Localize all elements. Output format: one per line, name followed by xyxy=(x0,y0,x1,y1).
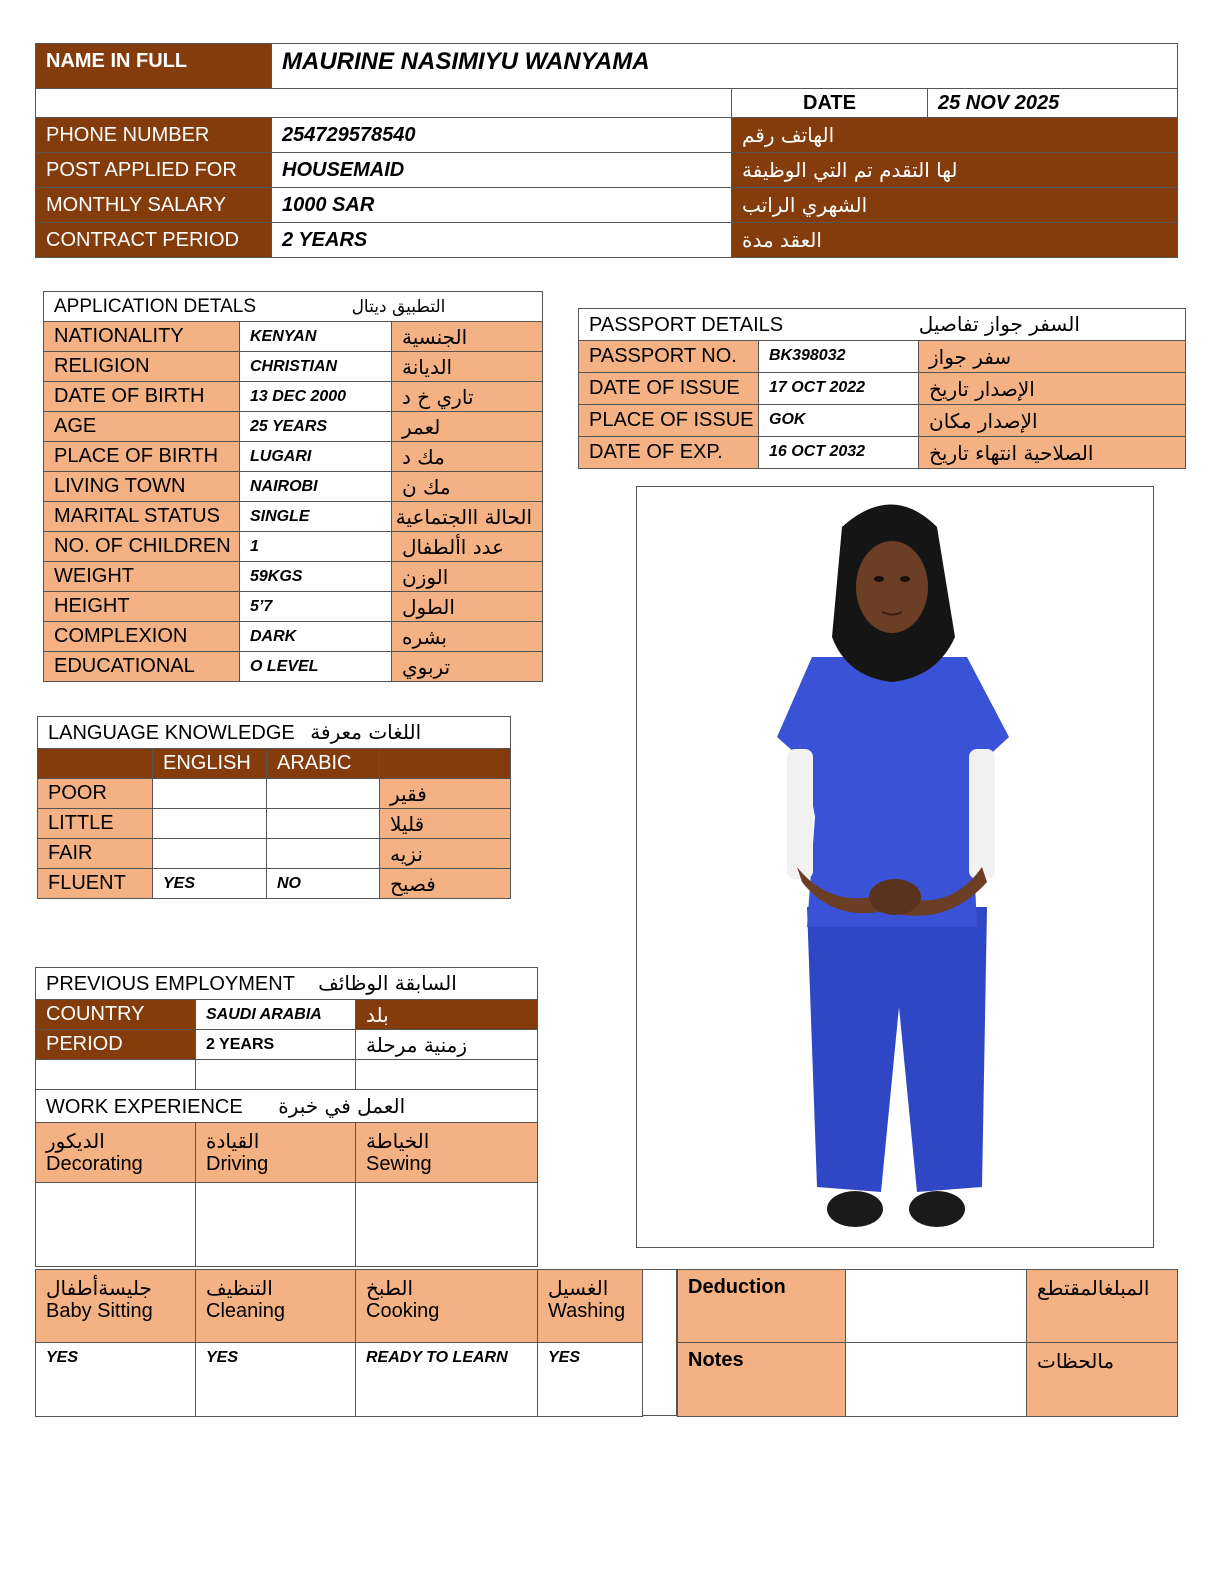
row-value: 1 xyxy=(240,532,392,562)
name-label: NAME IN FULL xyxy=(36,44,272,89)
post-value: HOUSEMAID xyxy=(272,153,732,188)
washing-value: YES xyxy=(538,1343,643,1417)
row-arabic: فصيح xyxy=(380,869,511,899)
row-value: 59KGS xyxy=(240,562,392,592)
row-arabic: الإصدار مكان xyxy=(919,405,1186,437)
row-label: PLACE OF BIRTH xyxy=(44,442,240,472)
skill-sewing xyxy=(356,1123,538,1183)
country-label: COUNTRY xyxy=(36,1000,196,1030)
empty-cell xyxy=(196,1060,356,1090)
row-arabic: نزيه xyxy=(380,839,511,869)
row-value: 17 OCT 2022 xyxy=(759,373,919,405)
application-row xyxy=(44,442,543,472)
language-header-blank xyxy=(38,749,153,779)
skill-english: Cooking xyxy=(366,1300,440,1322)
application-title-arabic: التطبيق ديتال xyxy=(351,297,446,317)
row-label: HEIGHT xyxy=(44,592,240,622)
application-row xyxy=(44,562,543,592)
row-label: AGE xyxy=(44,412,240,442)
work-title-row xyxy=(36,1090,538,1123)
row-value: NAIROBI xyxy=(240,472,392,502)
arabic-level: NO xyxy=(267,869,380,899)
row-label: RELIGION xyxy=(44,352,240,382)
skill-arabic: القيادة xyxy=(206,1129,260,1153)
row-value: 5’7 xyxy=(240,592,392,622)
row-label: POOR xyxy=(38,779,153,809)
deduction-table xyxy=(677,1269,1178,1417)
language-row xyxy=(38,839,511,869)
country-value: SAUDI ARABIA xyxy=(196,1000,356,1030)
row-value: LUGARI xyxy=(240,442,392,472)
application-row xyxy=(44,352,543,382)
row-label: FAIR xyxy=(38,839,153,869)
baby-sitting-value: YES xyxy=(36,1343,196,1417)
row-value: KENYAN xyxy=(240,322,392,352)
cleaning-value: YES xyxy=(196,1343,356,1417)
period-label: PERIOD xyxy=(36,1030,196,1060)
row-label: PLACE OF ISSUE xyxy=(579,405,759,437)
spacer-column xyxy=(642,1269,677,1416)
application-row xyxy=(44,472,543,502)
salary-value: 1000 SAR xyxy=(272,188,732,223)
passport-row xyxy=(579,341,1186,373)
row-arabic: الجنسية xyxy=(392,322,543,352)
skill-english: Driving xyxy=(206,1153,269,1175)
col-arabic: ARABIC xyxy=(267,749,380,779)
row-arabic: الإصدار تاريخ xyxy=(919,373,1186,405)
row-value: CHRISTIAN xyxy=(240,352,392,382)
skill-baby-sitting xyxy=(36,1270,196,1343)
english-level: YES xyxy=(153,869,267,899)
application-table xyxy=(43,291,543,682)
application-row xyxy=(44,652,543,682)
row-label: FLUENT xyxy=(38,869,153,899)
passport-row xyxy=(579,437,1186,469)
row-arabic: الحالة االجتماعية xyxy=(392,502,543,532)
application-row xyxy=(44,622,543,652)
salary-label: MONTHLY SALARY xyxy=(36,188,272,223)
arabic-level xyxy=(267,779,380,809)
phone-value: 254729578540 xyxy=(272,118,732,153)
empty-cell xyxy=(36,1060,196,1090)
employment-title: PREVIOUS EMPLOYMENT xyxy=(46,973,295,995)
skill-arabic: الخياطة xyxy=(366,1129,430,1153)
phone-arabic: الهاتف رقم xyxy=(732,118,1178,153)
employment-title-arabic: السابقة الوظائف xyxy=(318,971,457,995)
contract-arabic: العقد مدة xyxy=(732,223,1178,258)
passport-row xyxy=(579,373,1186,405)
deduction-label: Deduction xyxy=(678,1270,846,1343)
language-row xyxy=(38,869,511,899)
row-arabic: بشره xyxy=(392,622,543,652)
name-value: MAURINE NASIMIYU WANYAMA xyxy=(272,44,1178,89)
passport-title-row xyxy=(579,309,1186,341)
skills-bottom-table xyxy=(35,1269,643,1417)
row-label: DATE OF ISSUE xyxy=(579,373,759,405)
period-arabic: زمنية مرحلة xyxy=(356,1030,538,1060)
row-arabic: الطول xyxy=(392,592,543,622)
row-arabic: قليلا xyxy=(380,809,511,839)
empty-cell xyxy=(356,1183,538,1267)
date-label: DATE xyxy=(732,89,928,118)
passport-title: PASSPORT DETAILS xyxy=(589,314,784,336)
date-value: 25 NOV 2025 xyxy=(928,89,1178,118)
row-label: LITTLE xyxy=(38,809,153,839)
row-arabic: تاري خ د xyxy=(392,382,543,412)
row-arabic: لعمر xyxy=(392,412,543,442)
notes-value xyxy=(846,1343,1027,1417)
salary-arabic: الشهري الراتب xyxy=(732,188,1178,223)
passport-row xyxy=(579,405,1186,437)
work-title-arabic: العمل في خبرة xyxy=(278,1093,406,1118)
row-arabic: الصلاحية انتهاء تاريخ xyxy=(919,437,1186,469)
row-label: DATE OF EXP. xyxy=(579,437,759,469)
row-arabic: مك ن xyxy=(392,472,543,502)
application-row xyxy=(44,532,543,562)
phone-label: PHONE NUMBER xyxy=(36,118,272,153)
row-value: SINGLE xyxy=(240,502,392,532)
english-level xyxy=(153,839,267,869)
application-row xyxy=(44,502,543,532)
skill-washing xyxy=(538,1270,643,1343)
row-label: NO. OF CHILDREN xyxy=(44,532,240,562)
language-title: LANGUAGE KNOWLEDGE xyxy=(48,722,295,744)
row-label: COMPLEXION xyxy=(44,622,240,652)
row-label: MARITAL STATUS xyxy=(44,502,240,532)
col-english: ENGLISH xyxy=(153,749,267,779)
application-row xyxy=(44,322,543,352)
post-arabic: لها التقدم تم التي الوظيفة xyxy=(732,153,1178,188)
contract-label: CONTRACT PERIOD xyxy=(36,223,272,258)
skill-arabic: جليسةأطفال xyxy=(46,1276,152,1300)
work-title: WORK EXPERIENCE xyxy=(46,1095,243,1118)
row-value: O LEVEL xyxy=(240,652,392,682)
skill-arabic: الغسيل xyxy=(548,1276,609,1300)
skill-decorating xyxy=(36,1123,196,1183)
application-title-row xyxy=(44,292,543,322)
application-row xyxy=(44,592,543,622)
skill-arabic: الطبخ xyxy=(366,1276,414,1300)
language-table xyxy=(37,716,511,899)
english-level xyxy=(153,809,267,839)
contract-value: 2 YEARS xyxy=(272,223,732,258)
cooking-value: READY TO LEARN xyxy=(356,1343,538,1417)
post-label: POST APPLIED FOR xyxy=(36,153,272,188)
notes-label: Notes xyxy=(678,1343,846,1417)
application-row xyxy=(44,382,543,412)
row-value: GOK xyxy=(759,405,919,437)
row-arabic: الديانة xyxy=(392,352,543,382)
row-label: LIVING TOWN xyxy=(44,472,240,502)
blank-cell xyxy=(36,89,732,118)
row-arabic: الوزن xyxy=(392,562,543,592)
language-row xyxy=(38,779,511,809)
skill-english: Cleaning xyxy=(206,1300,285,1322)
row-label: EDUCATIONAL xyxy=(44,652,240,682)
language-header-blank-2 xyxy=(380,749,511,779)
skill-english: Sewing xyxy=(366,1153,432,1175)
arabic-level xyxy=(267,839,380,869)
applicant-photo xyxy=(636,486,1154,1248)
row-label: NATIONALITY xyxy=(44,322,240,352)
skill-driving xyxy=(196,1123,356,1183)
application-row xyxy=(44,412,543,442)
row-arabic: عدد األطفال xyxy=(392,532,543,562)
row-value: 16 OCT 2032 xyxy=(759,437,919,469)
language-title-row xyxy=(38,717,511,749)
row-arabic: فقير xyxy=(380,779,511,809)
passport-table xyxy=(578,308,1186,469)
application-title: APPLICATION DETALS xyxy=(54,296,257,317)
language-row xyxy=(38,809,511,839)
row-label: WEIGHT xyxy=(44,562,240,592)
arabic-level xyxy=(267,809,380,839)
employment-title-row xyxy=(36,968,538,1000)
language-title-arabic: اللغات معرفة xyxy=(310,720,422,744)
skill-english: Baby Sitting xyxy=(46,1300,153,1322)
row-value: BK398032 xyxy=(759,341,919,373)
skill-cooking xyxy=(356,1270,538,1343)
skill-cleaning xyxy=(196,1270,356,1343)
row-arabic: مك د xyxy=(392,442,543,472)
row-label: PASSPORT NO. xyxy=(579,341,759,373)
skill-arabic: الديكور xyxy=(46,1129,105,1153)
empty-cell xyxy=(356,1060,538,1090)
skill-english: Decorating xyxy=(46,1153,143,1175)
row-arabic: تربوي xyxy=(392,652,543,682)
english-level xyxy=(153,779,267,809)
applicant-figure xyxy=(637,487,1153,1247)
row-value: DARK xyxy=(240,622,392,652)
skill-english: Washing xyxy=(548,1300,626,1322)
empty-cell xyxy=(196,1183,356,1267)
notes-arabic: مالحظات xyxy=(1027,1343,1178,1417)
passport-title-arabic: السفر جواز تفاصيل xyxy=(918,312,1080,336)
row-value: 25 YEARS xyxy=(240,412,392,442)
row-arabic: سفر جواز xyxy=(919,341,1186,373)
deduction-value xyxy=(846,1270,1027,1343)
header-table xyxy=(35,43,1178,258)
period-value: 2 YEARS xyxy=(196,1030,356,1060)
employment-table xyxy=(35,967,538,1267)
empty-cell xyxy=(36,1183,196,1267)
deduction-arabic: المبلغالمقتطع xyxy=(1027,1270,1178,1343)
country-arabic: بلد xyxy=(356,1000,538,1030)
row-value: 13 DEC 2000 xyxy=(240,382,392,412)
row-label: DATE OF BIRTH xyxy=(44,382,240,412)
skill-arabic: التنظيف xyxy=(206,1276,273,1300)
